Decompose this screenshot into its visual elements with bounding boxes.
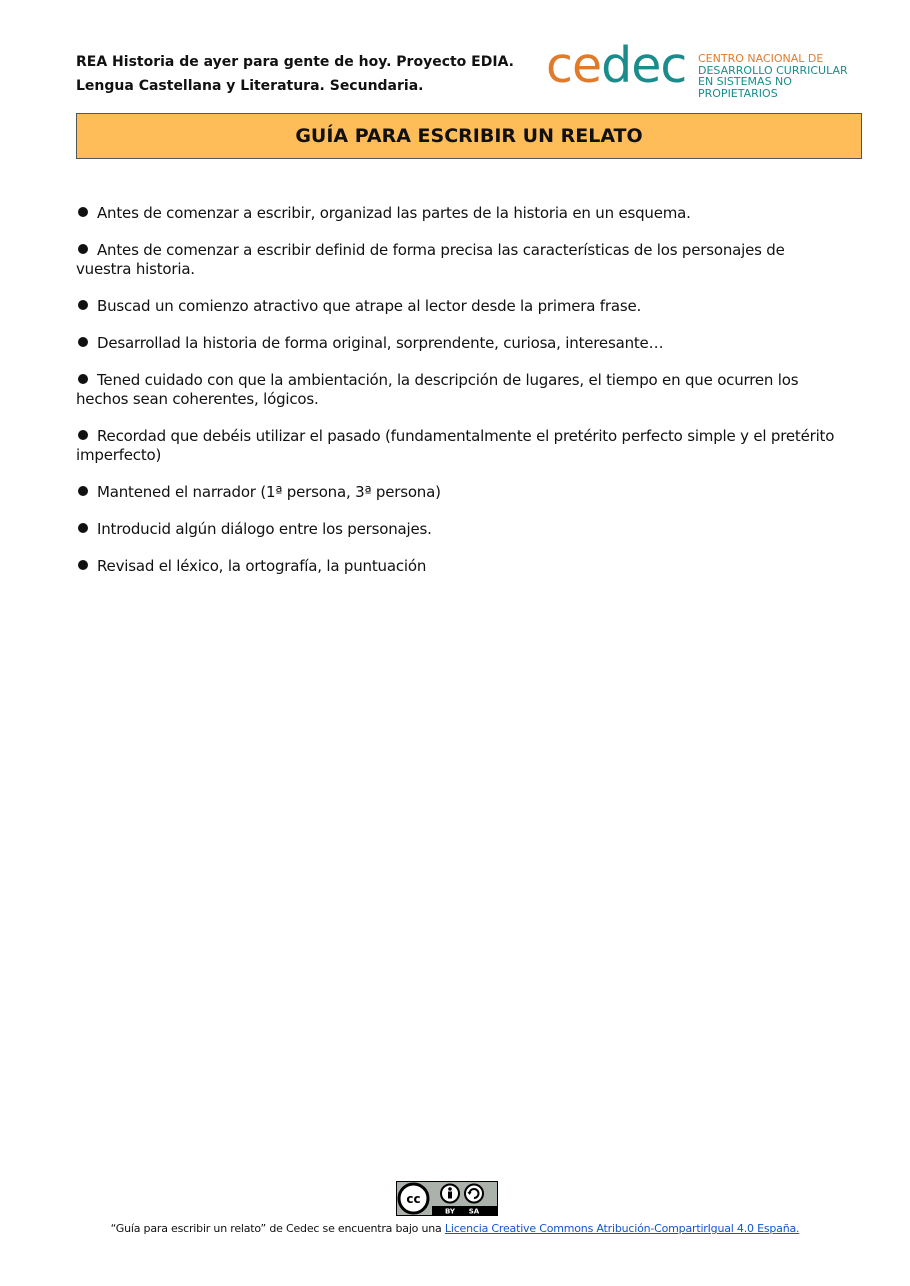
svg-text:SA: SA bbox=[468, 1207, 480, 1216]
guide-list bbox=[76, 204, 836, 594]
list-item: Antes de comenzar a escribir, organizad las partes de la historia en un esquema. bbox=[76, 204, 836, 223]
list-item: Tened cuidado con que la ambientación, la descripción de lugares, el tiempo en que ocurren los hechos sean coherentes, lógicos. bbox=[76, 371, 799, 408]
bullet-icon bbox=[78, 300, 88, 310]
header-line-project: REA Historia de ayer para gente de hoy. Proyecto EDIA. bbox=[76, 54, 514, 70]
list-item: Introducid algún diálogo entre los personajes. bbox=[76, 520, 836, 539]
list-item: Buscad un comienzo atractivo que atrape al lector desde la primera frase. bbox=[76, 297, 836, 316]
list-item: Desarrollad la historia de forma original, sorprendente, curiosa, interesante… bbox=[76, 334, 836, 353]
bullet-icon bbox=[78, 374, 88, 384]
title-banner bbox=[76, 113, 862, 159]
cc-by-sa-icon[interactable] bbox=[396, 1181, 498, 1216]
bullet-icon bbox=[78, 430, 88, 440]
header-line-subject: Lengua Castellana y Literatura. Secundaria. bbox=[76, 78, 424, 94]
list-item: Antes de comenzar a escribir definid de forma precisa las características de los personajes de vuestra historia. bbox=[76, 241, 785, 278]
license-text: “Guía para escribir un relato” de Cedec se encuentra bajo una bbox=[110, 1222, 445, 1235]
bullet-icon bbox=[78, 244, 88, 254]
bullet-icon bbox=[78, 560, 88, 570]
svg-text:cc: cc bbox=[406, 1192, 421, 1206]
list-item: Recordad que debéis utilizar el pasado (fundamentalmente el pretérito perfecto simple y el pretérito imperfecto) bbox=[76, 427, 835, 464]
document-header bbox=[76, 50, 514, 98]
cedec-logo-word: cedec bbox=[546, 37, 687, 94]
list-item: Mantened el narrador (1ª persona, 3ª persona) bbox=[76, 483, 836, 502]
list-item: Revisad el léxico, la ortografía, la puntuación bbox=[76, 557, 836, 576]
page-title: GUÍA PARA ESCRIBIR UN RELATO bbox=[295, 125, 643, 147]
license-link[interactable]: Licencia Creative Commons Atribución-CompartirIgual 4.0 España. bbox=[444, 1222, 800, 1235]
license-footer bbox=[0, 1222, 910, 1235]
bullet-icon bbox=[78, 337, 88, 347]
bullet-icon bbox=[78, 207, 88, 217]
cedec-logo bbox=[546, 37, 866, 100]
bullet-icon bbox=[78, 523, 88, 533]
svg-text:BY: BY bbox=[444, 1207, 456, 1216]
bullet-icon bbox=[78, 486, 88, 496]
cedec-logo-subtitle: CENTRO NACIONAL DE DESARROLLO CURRICULAR EN SISTEMAS NO PROPIETARIOS bbox=[698, 52, 848, 100]
